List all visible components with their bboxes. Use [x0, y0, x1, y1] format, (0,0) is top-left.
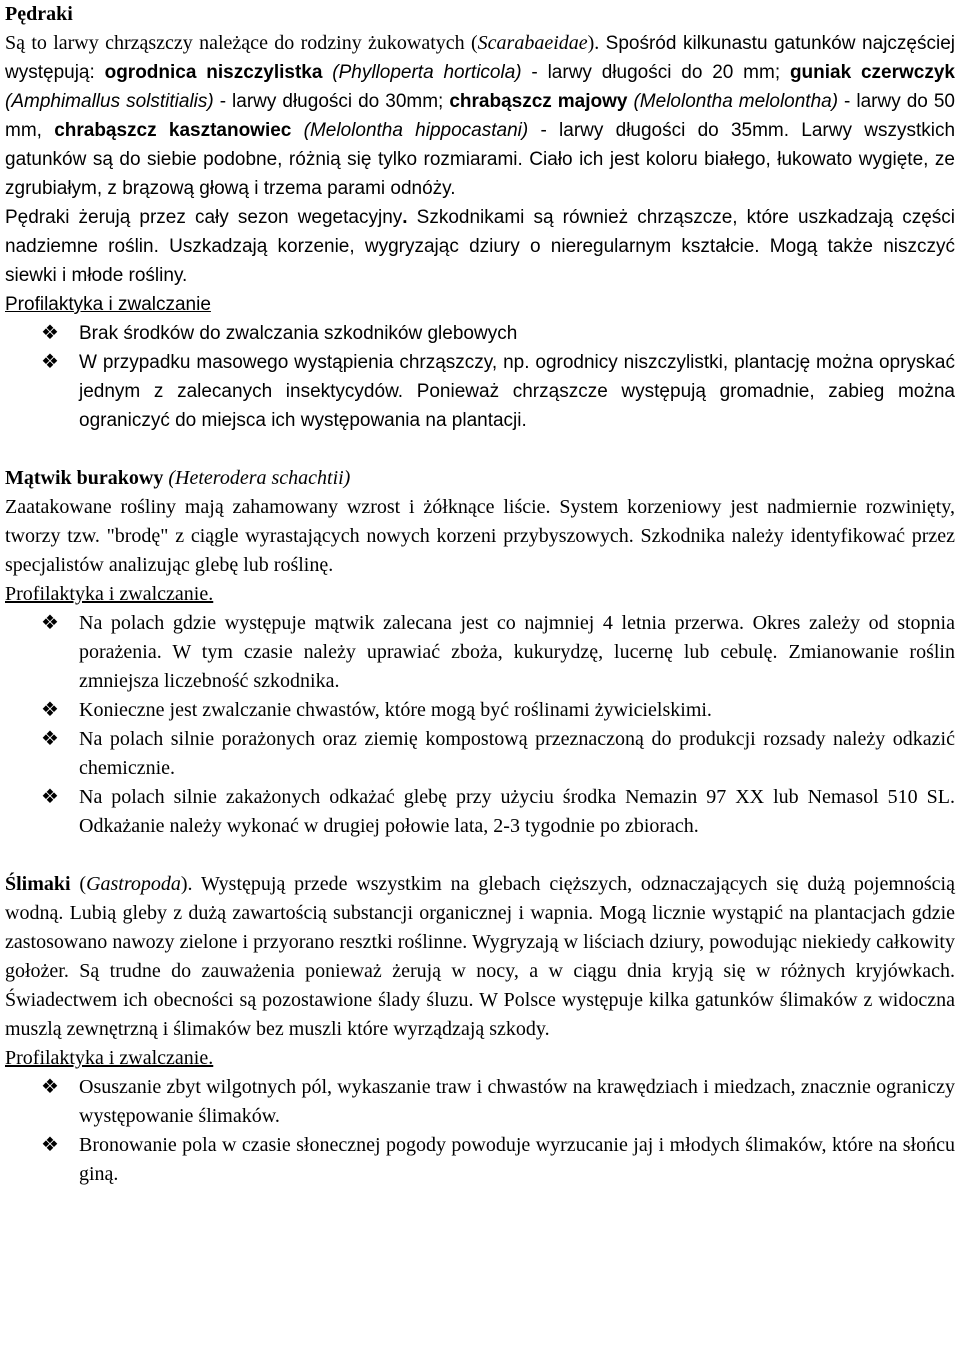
text-run: (Amphimallus solstitialis)	[5, 91, 214, 112]
slimaki-paragraph	[5, 870, 955, 1044]
slimaki-bullet-list	[5, 1073, 955, 1189]
matwik-latin: (Heterodera schachtii)	[168, 467, 351, 489]
text-run: - larwy długości do 35mm. Larwy wszystkich gatunków są do siebie podobne, różnią się tylko rozmiarami. Ciało ich jest koloru białego, łukowato wygięte, ze zgrubiałym, z brązową głową i trzema parami odnóży.	[5, 120, 956, 199]
matwik-paragraph: Zaatakowane rośliny mają zahamowany wzrost i żółknące liście. System korzeniowy jest nadmiernie rozwinięty, tworzy tzw. "brodę" z ciągle wyrastających nowych korzeni przybyszowych. Szkodnika należy identyfikować przez specjalistów analizując glebę lub roślinę.	[5, 496, 955, 576]
list-item	[5, 1131, 955, 1189]
pedraki-paragraph-1	[5, 29, 955, 203]
text-run: - larwy do 50 mm,	[5, 91, 955, 141]
text-run: (Melolontha melolontha)	[633, 91, 839, 112]
list-item	[5, 319, 955, 348]
text-run: Spośród kilkunastu gatunków najczęściej występują:	[5, 33, 955, 83]
text-run	[322, 62, 332, 83]
list-item-text: Na polach silnie porażonych oraz ziemię kompostową przeznaczoną do produkcji rozsady należy odkazić chemicznie.	[79, 728, 955, 779]
text-run: Są to larwy chrząszczy należące do rodziny żukowatych (	[5, 32, 478, 54]
list-item-text: Na polach gdzie występuje mątwik zalecana jest co najmniej 4 letnia przerwa. Okres zależy od stopnia porażenia. W tym czasie należy uprawiać zboża, kukurydzę, lucernę lub cebulę. Zmianowanie roślin zmniejsza liczebność szkodnika.	[79, 612, 955, 692]
text-run: ).	[587, 32, 606, 54]
text-run: Pędraki żerują przez cały sezon wegetacyjny	[5, 207, 403, 228]
list-item	[5, 348, 955, 435]
list-item-text: Osuszanie zbyt wilgotnych pól, wykaszanie traw i chwastów na krawędziach i miedzach, znacznie ograniczy występowanie ślimaków.	[79, 1076, 955, 1127]
text-run: Scarabaeidae	[477, 32, 588, 54]
list-item	[5, 696, 955, 725]
diamond-bullet-icon: ❖	[41, 322, 59, 344]
diamond-bullet-icon: ❖	[41, 728, 59, 750]
list-item	[5, 1073, 955, 1131]
text-run: .	[402, 207, 408, 228]
text-run: - larwy długości do 20 mm;	[521, 62, 790, 83]
slimaki-profilaktyka-heading: Profilaktyka i zwalczanie.	[5, 1047, 214, 1069]
slimaki-title: Ślimaki	[5, 873, 71, 895]
list-item-text: W przypadku masowego wystąpienia chrząszczy, np. ogrodnicy niszczylistki, plantację można opryskać jednym z zalecanych insektycydów. Ponieważ chrząszcze występują gromadnie, zabieg można ograniczyć do miejsca ich występowania na plantacji.	[79, 352, 955, 431]
list-item-text: Konieczne jest zwalczanie chwastów, które mogą być roślinami żywicielskimi.	[79, 699, 712, 721]
text-run: (Phylloperta horticola)	[332, 62, 522, 83]
list-item-text: Bronowanie pola w czasie słonecznej pogody powoduje wyrzucanie jaj i młodych ślimaków, które na słońcu giną.	[79, 1134, 955, 1185]
text-run: ogrodnica niszczylistka	[104, 62, 323, 83]
slimaki-latin-open: (	[70, 873, 87, 895]
text-run: guniak czerwczyk	[789, 62, 955, 83]
spacer	[5, 435, 955, 464]
list-item-text: Brak środków do zwalczania szkodników glebowych	[79, 323, 518, 344]
section-title-matwik	[5, 464, 955, 493]
text-run: chrabąszcz majowy	[449, 91, 628, 112]
spacer	[5, 841, 955, 870]
diamond-bullet-icon: ❖	[41, 351, 59, 373]
diamond-bullet-icon: ❖	[41, 699, 59, 721]
diamond-bullet-icon: ❖	[41, 786, 59, 808]
slimaki-body: ). Występują przede wszystkim na glebach cięższych, odznaczających się dużą pojemnością wodną. Lubią gleby z dużą zawartością substancji organicznej i wapnia. Mogą licznie wystąpić na plantacjach gdzie zastosowano nawozy zielone i przyorano resztki roślinne. Wygryzają w liściach dziury, powodując niekiedy całkowity gołożer. Są trudne do zauważenia ponieważ żerują w nocy, a w ciągu dnia kryją się w różnych kryjówkach. Świadectwem ich obecności są pozostawione ślady śluzu. W Polsce występuje kilka gatunków ślimaków z widoczna muszlą zewnętrzną i ślimaków bez muszli które wyrządzają szkody.	[5, 873, 955, 1040]
list-item	[5, 725, 955, 783]
pedraki-paragraph-2	[5, 203, 955, 290]
text-run: chrabąszcz kasztanowiec	[54, 120, 292, 141]
matwik-profilaktyka-heading: Profilaktyka i zwalczanie.	[5, 583, 214, 605]
matwik-title: Mątwik burakowy	[5, 467, 164, 489]
section-title-pedraki: Pędraki	[5, 3, 73, 25]
diamond-bullet-icon: ❖	[41, 612, 59, 634]
pedraki-bullet-list	[5, 319, 955, 435]
pedraki-profilaktyka-heading: Profilaktyka i zwalczanie	[5, 294, 211, 315]
diamond-bullet-icon: ❖	[41, 1134, 59, 1156]
list-item	[5, 609, 955, 696]
matwik-bullet-list	[5, 609, 955, 841]
slimaki-latin: Gastropoda	[86, 873, 181, 895]
list-item	[5, 783, 955, 841]
diamond-bullet-icon: ❖	[41, 1076, 59, 1098]
text-run: Szkodnikami są również chrząszcze, które uszkadzają części nadziemne roślin. Uszkadzają korzenie, wygryzając dziury o nieregularnym kształcie. Mogą także niszczyć siewki i młode rośliny.	[5, 207, 955, 286]
text-run: - larwy długości do 30mm;	[213, 91, 450, 112]
list-item-text: Na polach silnie zakażonych odkażać glebę przy użyciu środka Nemazin 97 XX lub Nemasol 510 SL. Odkażanie należy wykonać w drugiej połowie lata, 2-3 tygodnie po zbiorach.	[79, 786, 955, 837]
text-run: (Melolontha hippocastani)	[303, 120, 529, 141]
text-run	[291, 120, 303, 141]
